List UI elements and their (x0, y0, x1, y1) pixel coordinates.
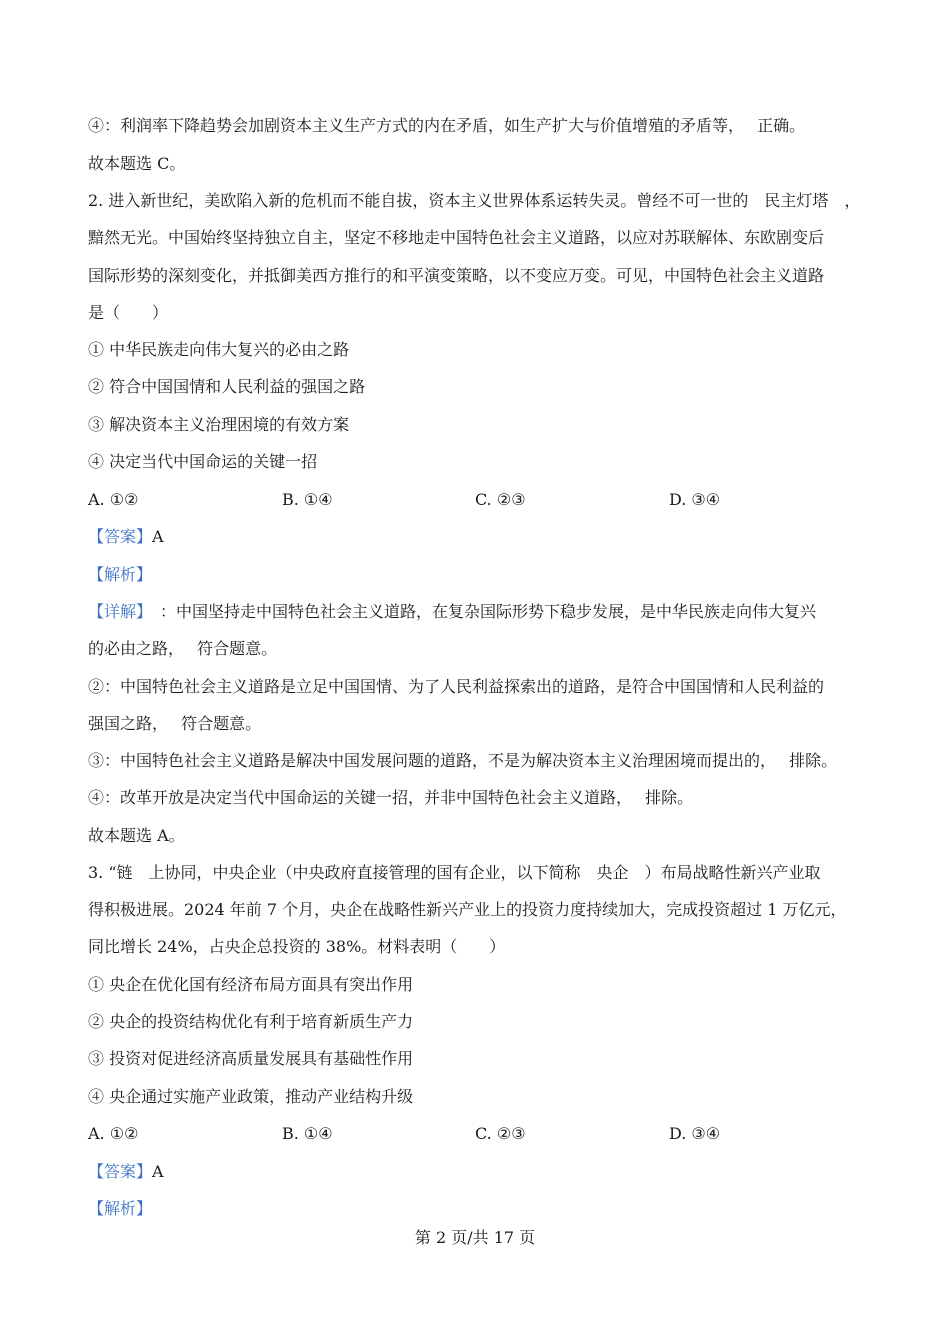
analysis-tag: 【解析】 (88, 565, 153, 584)
question-3-statement-2: ② 央企的投资结构优化有利于培育新质生产力 (88, 1012, 414, 1031)
detail-tag: 【详解】 (88, 602, 145, 621)
question-2-stem-line-3: 国际形势的深刻变化，并抵御美西方推行的和平演变策略，以不变应万变。可见，中国特色社会主义道路 (88, 266, 825, 285)
question-2-answer (88, 525, 878, 549)
question-2-detail-line-1 (88, 600, 878, 624)
question-2-option-d[interactable]: D. ③④ (669, 490, 721, 509)
analysis-line-4: ④：利润率下降趋势会加剧资本主义生产方式的内在矛盾，如生产扩大与价值增殖的矛盾等， 正确。 (88, 116, 806, 135)
conclusion-line: 故本题选 C。 (88, 154, 186, 173)
question-2-detail-line-5: ③：中国特色社会主义道路是解决中国发展问题的道路，不是为解决资本主义治理困境而提出的， 排除。 (88, 751, 838, 770)
question-2-stem-line-4: 是（ ） (88, 303, 169, 322)
question-2-analysis (88, 563, 878, 587)
question-3-answer (88, 1160, 878, 1184)
question-3-option-b[interactable]: B. ①④ (282, 1124, 333, 1143)
question-2-stem-line-2: 黯然无光。中国始终坚持独立自主，坚定不移地走中国特色社会主义道路，以应对苏联解体、东欧剧变后 (88, 228, 825, 247)
question-3-options (88, 1122, 868, 1146)
question-2-detail-line-6: ④：改革开放是决定当代中国命运的关键一招，并非中国特色社会主义道路， 排除。 (88, 788, 694, 807)
question-2-options (88, 488, 868, 512)
question-3-stem-line-1: 3. “链 上协同，中央企业（中央政府直接管理的国有企业，以下简称 央企 ）布局战略性新兴产业取 (88, 863, 821, 882)
question-3-stem-line-3: 同比增长 24%，占央企总投资的 38%。材料表明（ ） (88, 937, 506, 956)
question-3-option-d[interactable]: D. ③④ (669, 1124, 721, 1143)
question-2-stem-line-1: 2. 进入新世纪，美欧陷入新的危机而不能自拔，资本主义世界体系运转失灵。曾经不可一世的 民主灯塔 ， (88, 191, 861, 210)
question-3-stem-line-2: 得积极进展。2024 年前 7 个月，央企在战略性新兴产业上的投资力度持续加大，完成投资超过 1 万亿元， (88, 900, 847, 919)
answer-value: A (152, 527, 164, 546)
question-2-option-c[interactable]: C. ②③ (475, 490, 526, 509)
question-3-option-a[interactable]: A. ①② (88, 1124, 139, 1143)
question-2-detail-line-2: 的必由之路， 符合题意。 (88, 639, 278, 658)
page-footer: 第 2 页/共 17 页 (414, 1228, 536, 1247)
question-2-statement-3: ③ 解决资本主义治理困境的有效方案 (88, 415, 350, 434)
question-2-detail-line-4: 强国之路， 符合题意。 (88, 714, 262, 733)
question-2-statement-2: ② 符合中国国情和人民利益的强国之路 (88, 377, 366, 396)
answer-tag: 【答案】 (88, 1162, 153, 1181)
question-3-statement-4: ④ 央企通过实施产业政策，推动产业结构升级 (88, 1087, 414, 1106)
question-2-option-a[interactable]: A. ①② (88, 490, 139, 509)
question-2-detail-line-3: ②：中国特色社会主义道路是立足中国国情、为了人民利益探索出的道路，是符合中国国情和人民利益的 (88, 677, 825, 696)
question-2-statement-4: ④ 决定当代中国命运的关键一招 (88, 452, 318, 471)
answer-value: A (152, 1162, 164, 1181)
question-3-statement-3: ③ 投资对促进经济高质量发展具有基础性作用 (88, 1049, 414, 1068)
question-2-statement-1: ① 中华民族走向伟大复兴的必由之路 (88, 340, 350, 359)
question-3-option-c[interactable]: C. ②③ (475, 1124, 526, 1143)
detail-text: ：中国坚持走中国特色社会主义道路，在复杂国际形势下稳步发展，是中华民族走向伟大复兴 (144, 602, 817, 621)
question-2-conclusion: 故本题选 A。 (88, 826, 185, 845)
question-2-option-b[interactable]: B. ①④ (282, 490, 333, 509)
question-3-analysis (88, 1197, 878, 1221)
question-3-statement-1: ① 央企在优化国有经济布局方面具有突出作用 (88, 975, 414, 994)
answer-tag: 【答案】 (88, 527, 153, 546)
analysis-tag: 【解析】 (88, 1199, 153, 1218)
